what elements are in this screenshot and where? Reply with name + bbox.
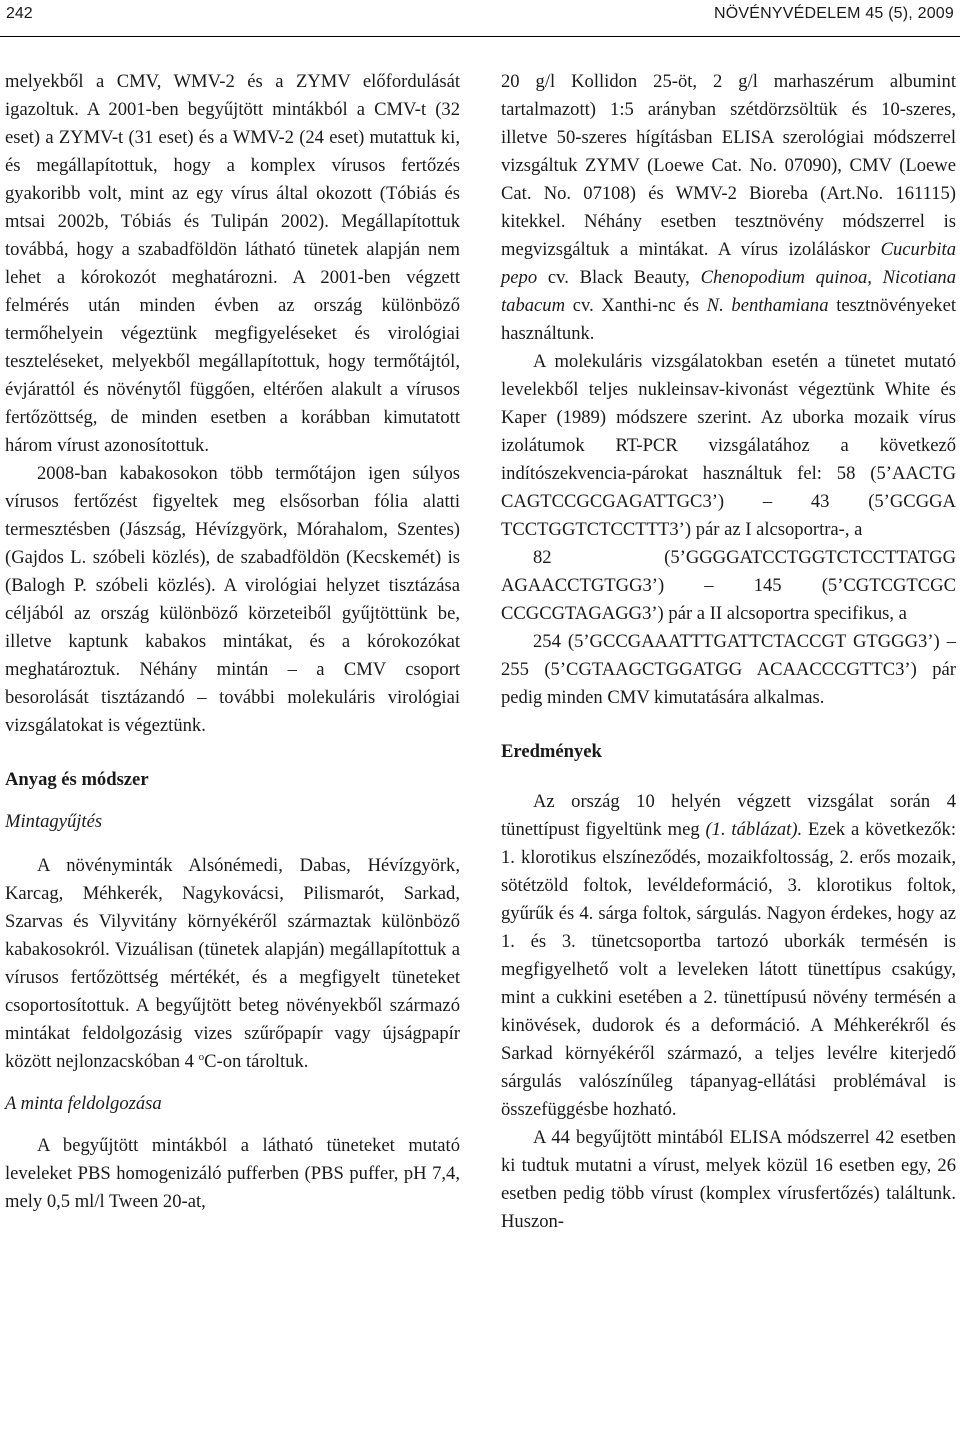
subsection-heading-processing: A minta feldolgozása xyxy=(5,1093,162,1114)
paragraph: A begyűjtött mintákból a látható tüneteket mutató leveleket PBS homogenizáló pufferben (PBS puffer, pH 7,4, mely 0,5 ml/l Tween 20-at, xyxy=(5,1135,460,1212)
paragraph: A növényminták Alsónémedi, Dabas, Hévízgyörk, Karcag, Méhkerék, Nagykovácsi, Pilismarót, Sarkad, Szarvas és Vilyvitány környékéről származtak különböző kabakosokról. Vizuálisan (tünetek alapján) megállapítottuk a vírusos fertőzöttség mértékét, és a megfigyelt tüneteket csoportosítottuk. A begyűjtött beteg növényekből származó mintákat feldolgozásig vizes szűrőpapír vagy újságpapír között nejlonzacskóban 4 $^o$C-on tároltuk. xyxy=(5,855,460,1072)
section-heading-results: Eredmények xyxy=(501,741,602,762)
paragraph: 2008-ban kabakosokon több termőtájon igen súlyos vírusos fertőzést figyeltek meg elsősorban fólia alatti termesztésben (Jászság, Hévízgyörk, Mórahalom, Szentes) (Gajdos L. szóbeli közlés), de szabadföldön (Kecskemét) is (Balogh P. szóbeli közlés). A virológiai helyzet tisztázása céljából az ország különböző körzeteiből gyűjtöttünk be, illetve kaptunk kabakos mintákat, és a kórokozókat meghatároztuk. Néhány mintán – a CMV csoport besorolását tisztázandó – további molekuláris virológiai vizsgálatokat is végeztünk. xyxy=(5,463,460,736)
paragraph: 254 (5’GCCGAAATTTGATTCTACCGT GTGGG3’) – 255 (5’CGTAAGCTGGATGG ACAACCCGTTC3’) pár pedig minden CMV kimutatására alkalmas. xyxy=(501,631,956,708)
left-column xyxy=(5,68,460,1216)
paragraph: 20 g/l Kollidon 25-öt, 2 g/l marhaszérum albumint tartalmazott) 1:5 arányban szétdörzsöltük és 10-szeres, illetve 50-szeres hígításban ELISA szerológiai módszerrel vizsgáltuk ZYMV (Loewe Cat. No. 07090), CMV (Loewe Cat. No. 07108) és WMV-2 Bioreba (Art.No. 161115) kitekkel. Néhány esetben tesztnövény módszerrel is megvizsgáltuk a mintákat. A vírus izoláláskor Cucurbita pepo cv. Black Beauty, Chenopodium quinoa, Nicotiana tabacum cv. Xanthi-nc és N. benthamiana tesztnövényeket használtunk. xyxy=(501,71,956,344)
subsection-heading-sampling: Mintagyűjtés xyxy=(5,811,103,832)
journal-title: NÖVÉNYVÉDELEM 45 (5), 2009 xyxy=(714,5,954,22)
header-rule xyxy=(0,36,960,37)
page-number: 242 xyxy=(6,5,33,22)
paragraph: melyekből a CMV, WMV-2 és a ZYMV előfordulását igazoltuk. A 2001-ben begyűjtött mintákból a CMV-t (32 eset) a ZYMV-t (31 eset) és a WMV-2 (24 eset) mutattuk ki, és megállapítottuk, hogy a komplex vírusos fertőzés gyakoribb volt, mint az egy vírus által okozott (Tóbiás és mtsai 2002b, Tóbiás és Tulipán 2002). Megállapítottuk továbbá, hogy a szabadföldön látható tünetek alapján nem lehet a kórokozót meghatározni. A 2001-ben végzett felmérés után minden évben az ország különböző termőhelyein végeztünk megfigyeléseket és virológiai teszteléseket, melyekből megállapítottuk, hogy termőtájtól, évjárattól és növénytől függően, eltérően alakult a vírusos fertőzöttség, de minden esetben a korábban kimutatott három vírust azonosítottuk. xyxy=(5,71,460,456)
right-column xyxy=(501,68,956,1236)
paragraph: A 44 begyűjtött mintából ELISA módszerrel 42 esetben ki tudtuk mutatni a vírust, melyek közül 16 esetben egy, 26 esetben pedig több vírust (komplex vírusfertőzés) találtunk. Huszon- xyxy=(501,1127,956,1232)
running-header xyxy=(0,0,960,36)
section-heading-methods: Anyag és módszer xyxy=(5,769,149,790)
paragraph: Az ország 10 helyén végzett vizsgálat során 4 tünettípust figyeltünk meg (1. táblázat). Ezek a következők: 1. klorotikus elszíneződés, mozaikfoltosság, 2. erős mozaik, sötétzöld foltok, levéldeformáció, 3. klorotikus foltok, gyűrűk és 4. sárga foltok, sárgulás. Nagyon érdekes, hogy az 1. és 3. tünetcsoportba tartozó uborkák termésén is megfigyelhető volt a leveleken látott tünettípus csakúgy, mint a cukkini esetében a 2. tünettípusú növény termésén a kinövések, dudorok és a deformáció. A Méhkerékről és Sarkad környékéről származó, a teljes levélre kiterjedő sárgulás valószínűleg tápanyag-ellátási problémával is összefüggésbe hozható. xyxy=(501,791,956,1120)
paragraph: A molekuláris vizsgálatokban esetén a tünetet mutató levelekből teljes nukleinsav-kivonást végeztünk White és Kaper (1989) módszere szerint. Az uborka mozaik vírus izolátumok RT-PCR vizsgálatához a következő indítószekvencia-párokat használtuk fel: 58 (5’AACTG CAGTCCGCGAGATTGC3’) – 43 (5’GCGGA TCCTGGTCTCCTTT3’) pár az I alcsoportra-, a xyxy=(501,351,956,540)
paragraph: 82 (5’GGGGATCCTGGTCTCCTTATGG AGAACCTGTGG3’) – 145 (5’CGTCGTCGC CCGCGTAGAGG3’) pár a II alcsoportra specifikus, a xyxy=(501,547,956,624)
